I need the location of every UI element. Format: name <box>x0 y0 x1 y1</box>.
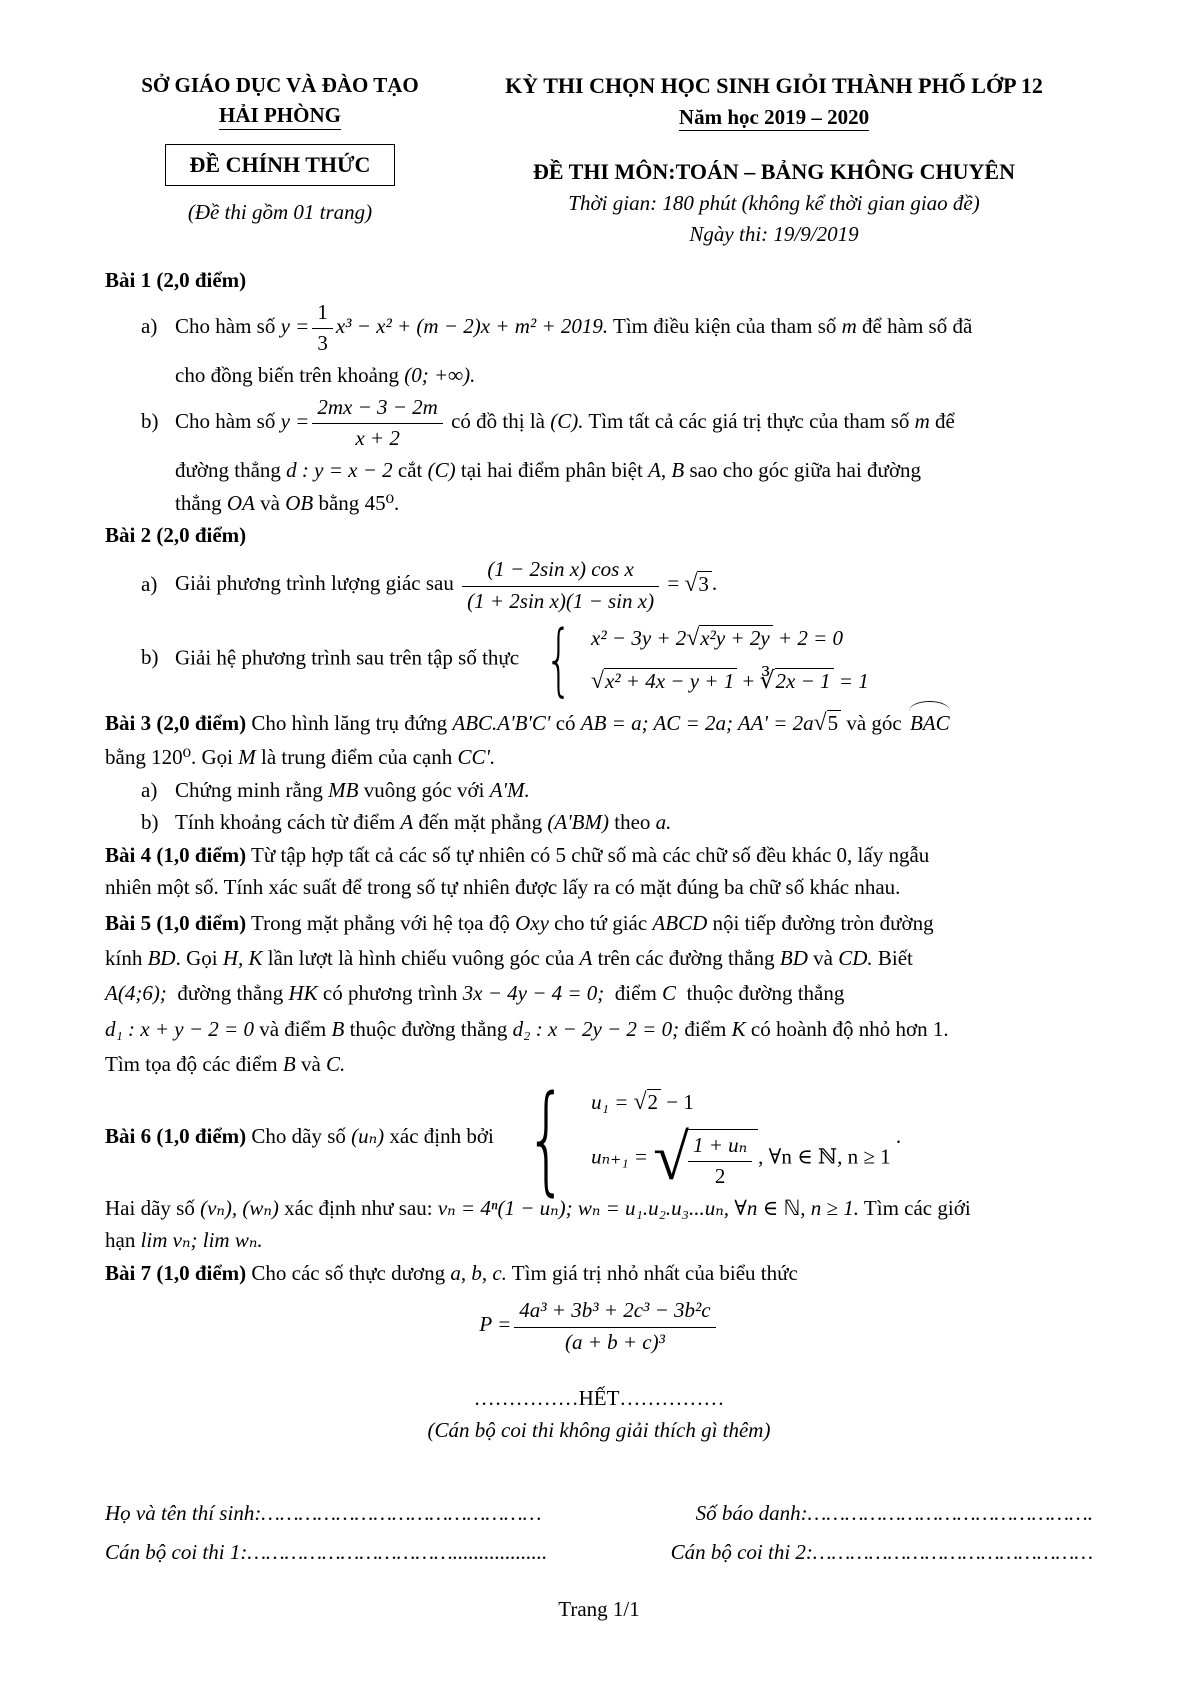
official-exam-box: ĐỀ CHÍNH THỨC <box>165 144 396 186</box>
math: x² − 3y + 2 <box>591 626 687 651</box>
text: đường thẳng <box>177 981 284 1006</box>
math-point-a: A(4;6); <box>105 981 167 1006</box>
math-vn-wn: (vₙ), (wₙ) <box>200 1195 279 1220</box>
fraction <box>462 556 659 615</box>
proctor-note: (Cán bộ coi thi không giải thích gì thêm) <box>427 1418 771 1443</box>
problem-3-line-2 <box>105 742 1093 772</box>
fraction-numerator: 2mx − 3 − 2m <box>312 394 443 424</box>
radicand: x²y + 2y <box>699 625 772 650</box>
text: Cho dãy số <box>251 1123 346 1148</box>
problem-2-title: Bài 2 (2,0 điểm) <box>105 523 247 548</box>
math-line-d2: d₂ : x − 2y − 2 = 0; <box>512 1016 680 1041</box>
text: . Gọi <box>175 945 218 970</box>
text: Hai dãy số <box>105 1195 195 1220</box>
header-right <box>455 70 1093 249</box>
angle-bac: BAC <box>907 704 953 738</box>
text: vuông góc với <box>363 777 485 802</box>
exam-date-line: Ngày thi: 19/9/2019 <box>689 221 859 246</box>
math-M: M <box>238 745 256 770</box>
problem-5-line-5 <box>105 1049 1093 1079</box>
sqrt-radical <box>653 1128 758 1190</box>
text: Tìm tất cả các giá trị thực của tham số <box>588 408 910 433</box>
system-equation-1 <box>591 1085 694 1119</box>
text: lần lượt là hình chiếu vuông góc của <box>267 945 575 970</box>
text: và điểm <box>259 1016 327 1041</box>
problem-2a-line <box>105 555 1093 616</box>
dept-city: HẢI PHÒNG <box>219 103 341 129</box>
problem-1a-line-2 <box>105 360 1093 390</box>
problem-5-line-2 <box>105 943 1093 973</box>
problem-4-line-1 <box>105 840 1093 870</box>
math-K: K <box>731 1016 746 1041</box>
fraction <box>514 1297 715 1356</box>
page-number: Trang 1/1 <box>558 1596 640 1621</box>
text: để <box>935 408 955 433</box>
sqrt-radical <box>684 572 711 596</box>
sqrt-radical <box>591 669 737 693</box>
text: xác định bởi <box>389 1123 494 1148</box>
candidate-name-line <box>105 1498 1093 1528</box>
math-bd: BD <box>779 945 808 970</box>
candidate-number-field: Số báo danh:………………………………………. <box>695 1500 1093 1525</box>
math-P-equals: P = <box>479 1312 512 1337</box>
math-abcd: ABCD <box>652 910 708 935</box>
system-equation-2 <box>591 664 869 698</box>
fraction <box>688 1132 752 1191</box>
math-equals: = <box>667 571 680 596</box>
math-C: (C). <box>550 408 584 433</box>
math: − 1 <box>666 1090 694 1115</box>
header-left <box>105 70 455 227</box>
text: là trung điểm của cạnh <box>261 745 453 770</box>
school-year-line <box>455 102 1093 132</box>
fraction <box>312 394 443 453</box>
math-line-d: d : y = x − 2 <box>286 458 393 483</box>
equation-system <box>509 1085 891 1191</box>
math-plus: + <box>742 669 755 694</box>
text: đến mặt phẳng <box>418 810 543 835</box>
dept-name: SỞ GIÁO DỤC VÀ ĐÀO TẠO <box>141 73 419 97</box>
system-rows <box>591 1085 890 1190</box>
problem-4-line-2: nhiên một số. Tính xác suất để trong số tự nhiên được lấy ra có mặt đúng ba chữ số khác nhau. <box>105 875 901 900</box>
period: . <box>711 571 718 596</box>
fraction-denominator: (a + b + c)³ <box>564 1329 665 1354</box>
math-am: A'M. <box>489 777 530 802</box>
text: điểm <box>614 981 657 1006</box>
text: thẳng <box>175 490 222 515</box>
problem-7-line-1 <box>105 1258 1093 1288</box>
math-y-equals: y = <box>280 313 310 338</box>
math-u1: u₁ = <box>591 1090 629 1115</box>
sqrt-radical <box>686 626 772 650</box>
problem-6-title: Bài 6 (1,0 điểm) <box>105 1123 247 1148</box>
math-m: m <box>841 313 857 338</box>
problem-7-display-formula <box>105 1296 1093 1357</box>
problem-1b-line-3 <box>105 488 1093 518</box>
math-ob: OB <box>285 490 314 515</box>
dept-city-line <box>105 100 455 130</box>
text: Cho hàm số <box>175 408 276 433</box>
math-condition: , ∀n ∈ ℕ, n ≥ 1 <box>758 1145 891 1170</box>
problem-3-title: Bài 3 (2,0 điểm) <box>105 711 247 736</box>
school-year: Năm học 2019 – 2020 <box>679 105 869 131</box>
radicand: 5 <box>827 710 842 735</box>
math-A: A <box>400 810 414 835</box>
header <box>105 70 1093 249</box>
proctor-2-field: Cán bộ coi thi 2:……………………………………… <box>670 1540 1093 1565</box>
problem-5-line-1 <box>105 908 1093 938</box>
text: và <box>813 945 833 970</box>
radicand: 3 <box>697 571 712 596</box>
problem-1b-line-1 <box>105 393 1093 454</box>
text: có <box>555 711 576 736</box>
problem-2b-line <box>105 621 1093 698</box>
math-B: B <box>282 1052 296 1077</box>
sqrt-radical <box>814 711 841 735</box>
problem-5-line-3 <box>105 978 1093 1008</box>
text: Tìm các giới <box>863 1195 971 1220</box>
equation-system <box>534 621 868 698</box>
text: và góc <box>846 711 902 736</box>
problem-5-title: Bài 5 (1,0 điểm) <box>105 910 247 935</box>
text: bằng <box>318 490 360 515</box>
math-un1: uₙ₊₁ = <box>591 1145 648 1170</box>
text: Từ tập hợp tất cả các số tự nhiên có 5 chữ số mà các chữ số đều khác 0, lấy ngẫu <box>251 842 930 867</box>
math-hk: HK <box>288 981 318 1006</box>
het-divider: ……………HẾT…………… <box>473 1385 725 1410</box>
text: xác định như sau: <box>284 1195 433 1220</box>
text: có đồ thị là <box>451 408 545 433</box>
text: Tính khoảng cách từ điểm <box>175 810 396 835</box>
pages-note: (Đề thi gồm 01 trang) <box>187 199 373 224</box>
radicand: 2x − 1 <box>775 668 834 693</box>
text: tại hai điểm phân biệt <box>460 458 643 483</box>
text: nội tiếp đường tròn đường <box>712 910 934 935</box>
math-vn-wn-def: vₙ = 4ⁿ(1 − uₙ); wₙ = u₁.u₂.u₃...uₙ, ∀n ∈ ℕ, n ≥ 1. <box>437 1195 860 1220</box>
fraction-denominator: 2 <box>714 1163 726 1188</box>
math-interval: (0; +∞). <box>404 363 476 388</box>
fraction-denominator: (1 + 2sin x)(1 − sin x) <box>467 588 655 613</box>
subject-line: ĐỀ THI MÔN:TOÁN – BẢNG KHÔNG CHUYÊN <box>532 159 1015 185</box>
text: sao cho góc giữa hai đường <box>689 458 922 483</box>
period: . <box>895 1123 902 1148</box>
math-oxy: Oxy <box>515 910 549 935</box>
text: thuộc đường thẳng <box>686 981 845 1006</box>
problem-6-line-3 <box>105 1225 1093 1255</box>
math-plane: (A'BM) <box>547 810 610 835</box>
math-prism: ABC.A'B'C' <box>452 711 551 736</box>
cuberoot-radical <box>760 669 834 693</box>
math-given: AB = a; AC = 2a; AA' = 2a <box>580 711 814 736</box>
fraction-numerator: √ 1 + uₙ <box>688 1132 752 1162</box>
text: Cho hàm số <box>175 313 276 338</box>
item-label: a) <box>141 777 158 802</box>
math-equation: 3x − 4y − 4 = 0; <box>462 981 605 1006</box>
math-polynomial: x³ − x² + (m − 2)x + m² + 2019. <box>335 313 609 338</box>
math-line-d1: d₁ : x + y − 2 = 0 <box>105 1016 254 1041</box>
text: Cho hình lăng trụ đứng <box>251 711 448 736</box>
problem-3a-line <box>105 775 1093 805</box>
math-hk: H, K <box>222 945 263 970</box>
math-oa: OA <box>226 490 255 515</box>
text: Giải hệ phương trình sau trên tập số thực <box>175 645 520 670</box>
fraction-numerator: (1 − 2sin x) cos x <box>462 556 659 586</box>
problem-1-title: Bài 1 (2,0 điểm) <box>105 268 247 293</box>
exam-title: KỲ THI CHỌN HỌC SINH GIỎI THÀNH PHỐ LỚP 12 <box>505 73 1043 98</box>
math-limits: lim vₙ; lim wₙ. <box>140 1228 263 1253</box>
text: Tìm điều kiện của tham số <box>613 313 837 338</box>
item-label: b) <box>141 810 159 835</box>
proctor-signature-line <box>105 1537 1093 1567</box>
text: cắt <box>397 458 423 483</box>
item-label: b) <box>141 645 159 670</box>
text: và <box>300 1052 321 1077</box>
text: để hàm số đã <box>862 313 973 338</box>
problem-6-line-2 <box>105 1193 1093 1223</box>
text: theo <box>614 810 651 835</box>
math-cd: CD. <box>838 945 873 970</box>
system-equation-1 <box>591 621 843 655</box>
math: = 1 <box>838 669 869 694</box>
text: Biết <box>877 945 913 970</box>
math-B: B <box>331 1016 345 1041</box>
math-C: (C) <box>427 458 456 483</box>
math-bd: BD <box>147 945 176 970</box>
duration-line: Thời gian: 180 phút (không kể thời gian giao đề) <box>568 191 980 216</box>
text: có hoành độ nhỏ hơn 1. <box>750 1016 949 1041</box>
math-C: C <box>662 981 677 1006</box>
fraction-denominator: 3 <box>317 330 328 355</box>
problem-1a-line-1 <box>105 298 1093 359</box>
math-C: C. <box>326 1052 346 1077</box>
item-label: a) <box>141 571 158 596</box>
text: và <box>260 490 280 515</box>
system-equation-2 <box>591 1128 890 1190</box>
math-cc: CC'. <box>457 745 496 770</box>
math: + 2 = 0 <box>777 626 843 651</box>
text: trên các đường thẳng <box>597 945 775 970</box>
fraction-numerator: 1 <box>312 299 333 329</box>
problem-5-line-4 <box>105 1014 1093 1044</box>
text: đường thẳng <box>175 458 281 483</box>
math-angle-45: 45⁰. <box>364 490 400 515</box>
official-box-wrap <box>105 131 455 186</box>
math-un-seq: (uₙ) <box>351 1123 385 1148</box>
text: Tìm tọa độ các điểm <box>105 1052 278 1077</box>
text: bằng 120⁰. Gọi <box>105 745 233 770</box>
item-label: b) <box>141 408 159 433</box>
text: kính <box>105 945 143 970</box>
math-a: a. <box>655 810 672 835</box>
text: hạn <box>105 1228 136 1253</box>
radicand: 2 <box>647 1089 662 1114</box>
sqrt-radical <box>634 1090 661 1114</box>
problem-6-line-1 <box>105 1085 1093 1191</box>
text: thuộc đường thẳng <box>349 1016 508 1041</box>
proctor-1-field: Cán bộ coi thi 1:…………………………….................. <box>105 1540 548 1565</box>
text: Chứng minh rằng <box>175 777 323 802</box>
math-points-ab: A, B <box>648 458 685 483</box>
fraction <box>312 299 333 358</box>
problem-3b-line <box>105 807 1093 837</box>
text: Cho các số thực dương <box>251 1260 446 1285</box>
text: có phương trình <box>322 981 458 1006</box>
text: Giải phương trình lượng giác sau <box>175 571 454 596</box>
problem-7-title: Bài 7 (1,0 điểm) <box>105 1260 247 1285</box>
math-mb: MB <box>328 777 359 802</box>
problem-1b-line-2 <box>105 455 1093 485</box>
item-label: a) <box>141 313 158 338</box>
radicand <box>686 1129 758 1191</box>
text: cho đồng biến trên khoảng <box>175 363 399 388</box>
text: Trong mặt phẳng với hệ tọa độ <box>251 910 510 935</box>
fraction-denominator: x + 2 <box>355 425 400 450</box>
math-m: m <box>914 408 930 433</box>
system-rows <box>591 621 869 698</box>
text: điểm <box>684 1016 727 1041</box>
fraction-numerator: 4a³ + 3b³ + 2c³ − 3b²c <box>514 1297 715 1327</box>
problem-3-line-1 <box>105 704 1093 740</box>
radicand: x² + 4x − y + 1 <box>604 668 737 693</box>
candidate-name-field: Họ và tên thí sinh:……………………………………… <box>105 1500 542 1525</box>
problem-4-title: Bài 4 (1,0 điểm) <box>105 842 247 867</box>
text: cho tứ giác <box>554 910 648 935</box>
text: Tìm giá trị nhỏ nhất của biểu thức <box>511 1260 798 1285</box>
math-abc: a, b, c. <box>450 1260 507 1285</box>
math-A: A <box>579 945 593 970</box>
math-y-equals: y = <box>280 408 310 433</box>
